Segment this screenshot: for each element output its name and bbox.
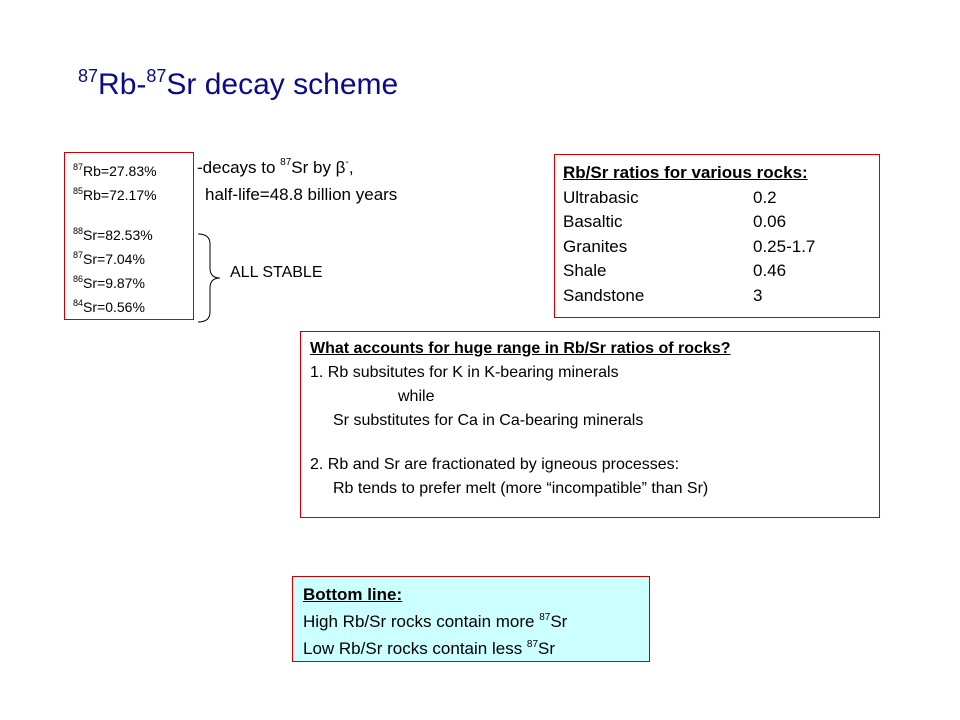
answer-2-continued: Rb tends to prefer melt (more “incompatible” than Sr) [333, 480, 709, 497]
isotope-row: $^{87}$Rb=27.83% [73, 162, 157, 179]
ratios-heading: Rb/Sr ratios for various rocks: [563, 163, 808, 182]
title-mass-2: 87 [146, 66, 167, 86]
isotope-row: $^{87}$Sr=7.04% [73, 250, 145, 267]
decay-description: -decays to $^{87}$Sr by β-, [197, 157, 354, 177]
question-box [300, 331, 880, 518]
curly-brace-icon [196, 232, 226, 324]
bottom-line-1: High Rb/Sr rocks contain more $^{87}$Sr [303, 612, 568, 631]
title-mass-1: 87 [78, 66, 99, 86]
answer-1-continued: Sr substitutes for Ca in Ca-bearing minerals [333, 412, 644, 429]
title-part-1: Rb- [98, 68, 147, 101]
question-heading: What accounts for huge range in Rb/Sr ratios of rocks? [310, 340, 731, 357]
answer-1: 1. Rb subsitutes for K in K-bearing minerals [310, 364, 619, 381]
ratio-row: Shale 0.46 [563, 261, 787, 280]
half-life-text: half-life=48.8 billion years [205, 185, 398, 204]
bottom-line-box [292, 576, 650, 662]
isotope-row: $^{85}$Rb=72.17% [73, 186, 157, 203]
all-stable-label: ALL STABLE [230, 264, 323, 281]
isotope-row: $^{84}$Sr=0.56% [73, 298, 145, 315]
rb-sr-ratios-box [554, 154, 880, 318]
bottom-line-heading: Bottom line: [303, 585, 403, 604]
answer-1-while: while [398, 388, 435, 405]
bottom-line-2: Low Rb/Sr rocks contain less $^{87}$Sr [303, 639, 556, 658]
isotope-row: $^{86}$Sr=9.87% [73, 274, 145, 291]
ratio-row: Granites 0.25-1.7 [563, 236, 816, 256]
ratio-row: Basaltic 0.06 [563, 212, 787, 231]
ratio-row: Ultrabasic 0.2 [563, 187, 777, 207]
ratio-row: Sandstone 3 [563, 285, 763, 305]
title-part-2: Sr decay scheme [166, 68, 399, 101]
isotope-abundance-box [64, 152, 194, 320]
isotope-row: $^{88}$Sr=82.53% [73, 226, 153, 243]
page-title [78, 66, 398, 102]
answer-2: 2. Rb and Sr are fractionated by igneous processes: [310, 456, 680, 473]
